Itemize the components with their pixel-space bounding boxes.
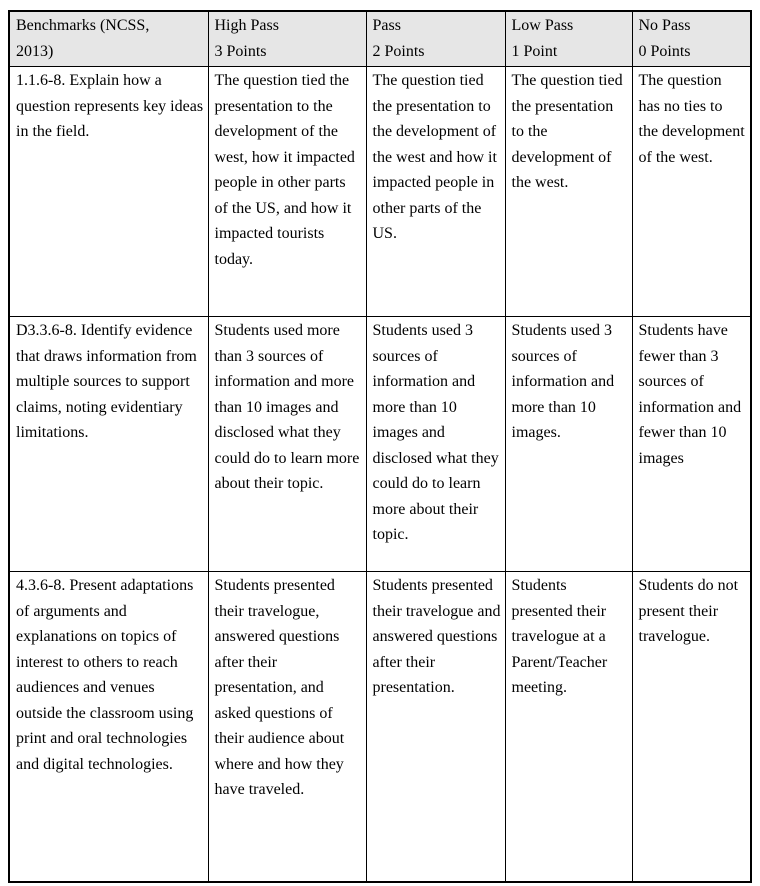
no-pass-cell: The question has no ties to the development of the west. [632,67,751,317]
column-subtitle: 3 Points [214,42,267,60]
benchmark-cell: D3.3.6-8. Identify evidence that draws information from multiple sources to support claims, noting evidentiary limitations. [9,317,208,572]
table-row [9,67,751,317]
pass-cell: The question tied the presentation to the development of the west and how it impacted people in other parts of the US. [366,67,505,317]
high-pass-cell: The question tied the presentation to the development of the west, how it impacted people in other parts of the US, and how it impacted tourists today. [208,67,366,317]
no-pass-cell: Students do not present their travelogue. [632,572,751,882]
benchmark-cell: 1.1.6-8. Explain how a question represents key ideas in the field. [9,67,208,317]
low-pass-cell: Students used 3 sources of information and more than 10 images. [505,317,632,572]
rubric-header-row [9,11,751,67]
column-subtitle: 2013) [16,42,54,60]
table-row [9,572,751,882]
column-subtitle: 0 Points [638,42,691,60]
rubric-table [8,10,752,883]
column-subtitle: 2 Points [372,42,425,60]
pass-cell: Students used 3 sources of information and more than 10 images and disclosed what they could do to learn more about their topic. [366,317,505,572]
high-pass-cell: Students presented their travelogue, answered questions after their presentation, and asked questions of their audience about where and how they have traveled. [208,572,366,882]
column-title: Benchmarks (NCSS, [16,17,150,34]
column-title: Pass [372,17,401,34]
pass-cell: Students presented their travelogue and answered questions after their presentation. [366,572,505,882]
low-pass-cell: Students presented their travelogue at a Parent/Teacher meeting. [505,572,632,882]
no-pass-cell: Students have fewer than 3 sources of information and fewer than 10 images [632,317,751,572]
column-title: No Pass [638,17,691,34]
table-row [9,317,751,572]
column-title: High Pass [214,17,279,34]
column-subtitle: 1 Point [511,42,558,60]
column-header-low-pass [505,11,632,67]
low-pass-cell: The question tied the presentation to the development of the west. [505,67,632,317]
column-header-benchmarks [9,11,208,67]
column-title: Low Pass [511,17,574,34]
column-header-no-pass [632,11,751,67]
benchmark-cell: 4.3.6-8. Present adaptations of arguments and explanations on topics of interest to others to reach audiences and venues outside the classroom using print and oral technologies and digital technologies. [9,572,208,882]
column-header-pass [366,11,505,67]
high-pass-cell: Students used more than 3 sources of information and more than 10 images and disclosed what they could do to learn more about their topic. [208,317,366,572]
column-header-high-pass [208,11,366,67]
